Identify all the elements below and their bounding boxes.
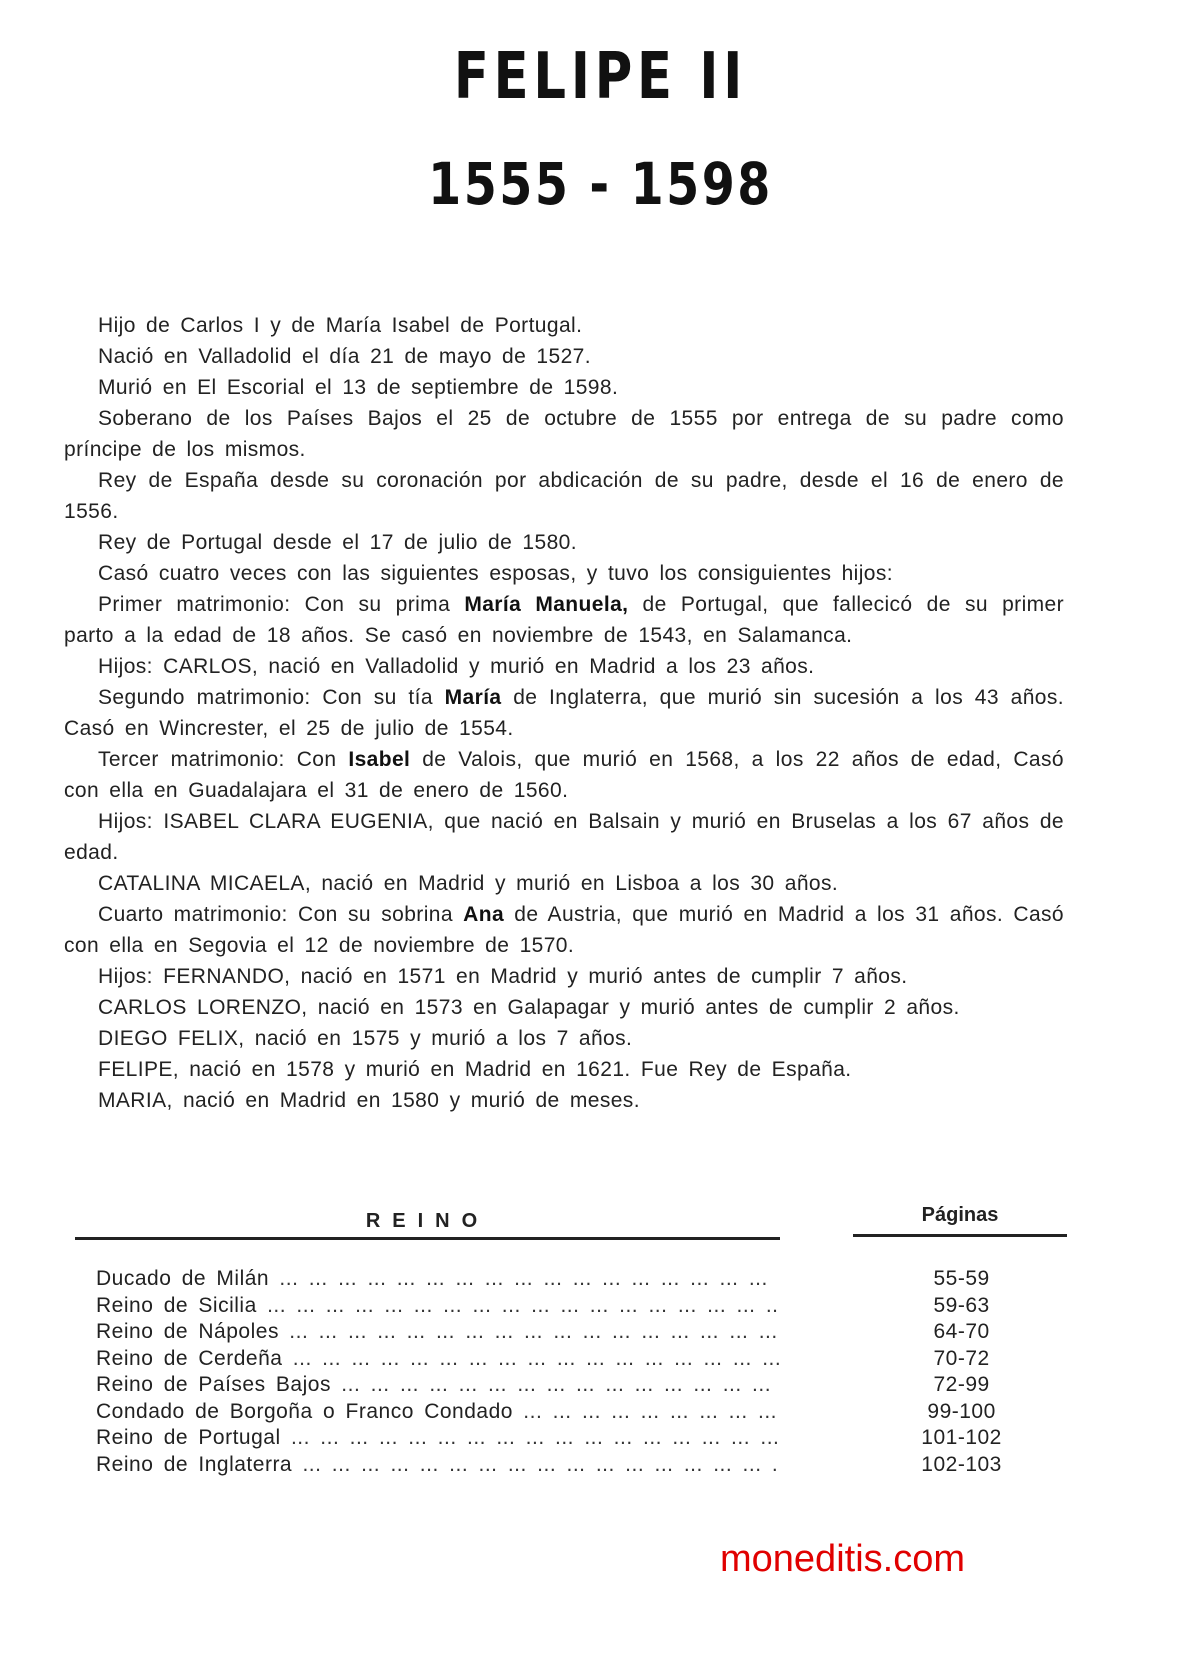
marriage-4-post: de Austria, que murió en Madrid a los 31 años. Casó con ella en Segovia el 12 de noviembre de 1570. [64,903,1064,957]
children-3-isabel: Hijos: ISABEL CLARA EUGENIA, que nació en Balsain y murió en Bruselas a los 67 años de edad. [64,810,1064,864]
toc-row-name: Reino de Cerdeña ... . [96,1347,779,1371]
toc-pages-header: Páginas [921,1204,999,1226]
table-of-contents [96,1266,1046,1478]
toc-row-name: Reino de Portugal ... . [96,1426,779,1450]
toc-reino-header: REINO [365,1210,490,1232]
marriage-1 [64,589,1064,651]
marriage-4-spouse: Ana [463,903,505,926]
toc-row-pages: 59-63 [933,1293,990,1317]
marriage-4-pre: Cuarto matrimonio: Con su sobrina [98,903,464,926]
toc-row-name: Condado de Borgoña o Franco Condado ... . [96,1400,779,1424]
toc-row [96,1346,1046,1373]
toc-row-pages: 55-59 [933,1267,990,1291]
marriage-3 [64,744,1064,806]
toc-row-name: Reino de Nápoles ... . [96,1320,779,1344]
marriage-3-spouse: Isabel [348,748,411,771]
watermark: moneditis.com [720,1538,965,1580]
marriage-2 [64,682,1064,744]
toc-divider-reino [75,1237,780,1240]
page-title: FELIPE II [453,40,748,114]
toc-row [96,1319,1046,1346]
children-1: Hijos: CARLOS, nació en Valladolid y murió en Madrid a los 23 años. [98,655,815,678]
marriage-2-post: de Inglaterra, que murió sin sucesión a los 43 años. Casó en Wincrester, el 25 de julio de 1554. [64,686,1064,740]
toc-row-pages: 70-72 [933,1346,990,1370]
children-4-maria: MARIA, nació en Madrid en 1580 y murió de meses. [98,1089,640,1112]
marriage-1-post: de Portugal, que fallecicó de su primer parto a la edad de 18 años. Se casó en noviembre de 1543, en Salamanca. [64,593,1065,647]
bio-netherlands: Soberano de los Países Bajos el 25 de octubre de 1555 por entrega de su padre como príncipe de los mismos. [64,407,1064,461]
marriage-1-pre: Primer matrimonio: Con su prima [98,593,465,616]
toc-row-name: Reino de Sicilia ... . [96,1294,779,1318]
toc-row-pages: 101-102 [921,1426,1002,1450]
children-4-fernando: Hijos: FERNANDO, nació en 1571 en Madrid y murió antes de cumplir 7 años. [98,965,908,988]
bio-parents: Hijo de Carlos I y de María Isabel de Portugal. [98,314,583,337]
toc-row [96,1372,1046,1399]
toc-row [96,1293,1046,1320]
toc-row [96,1399,1046,1426]
bio-marriages-intro: Casó cuatro veces con las siguientes esposas, y tuvo los consiguientes hijos: [98,562,894,585]
toc-row [96,1266,1046,1293]
bio-birth: Nació en Valladolid el día 21 de mayo de 1527. [98,345,591,368]
reign-years: 1555 - 1598 [428,150,773,218]
bio-death: Murió en El Escorial el 13 de septiembre de 1598. [98,376,619,399]
toc-divider-pages [853,1234,1067,1237]
marriage-2-spouse: María [444,686,502,709]
marriage-4 [64,899,1064,961]
children-4-carlos-lorenzo: CARLOS LORENZO, nació en 1573 en Galapagar y murió antes de cumplir 2 años. [98,996,960,1019]
toc-row-name: Reino de Países Bajos ... . [96,1373,779,1397]
marriage-1-spouse: María Manuela, [464,593,629,616]
marriage-3-pre: Tercer matrimonio: Con [98,748,349,771]
toc-row-pages: 102-103 [921,1452,1002,1476]
toc-row [96,1425,1046,1452]
bio-portugal: Rey de Portugal desde el 17 de julio de 1580. [98,531,577,554]
toc-row-pages: 72-99 [933,1373,990,1397]
toc-row-name: Ducado de Milán ... . [96,1267,779,1291]
toc-row-pages: 64-70 [933,1320,990,1344]
toc-row [96,1452,1046,1479]
children-4-diego: DIEGO FELIX, nació en 1575 y murió a los 7 años. [98,1027,633,1050]
marriage-3-post: de Valois, que murió en 1568, a los 22 años de edad, Casó con ella en Guadalajara el 31 de enero de 1560. [64,748,1064,802]
children-4-felipe: FELIPE, nació en 1578 y murió en Madrid en 1621. Fue Rey de España. [98,1058,852,1081]
bio-spain: Rey de España desde su coronación por abdicación de su padre, desde el 16 de enero de 1556. [64,469,1064,523]
toc-row-pages: 99-100 [927,1399,996,1423]
marriage-2-pre: Segundo matrimonio: Con su tía [98,686,445,709]
children-3-catalina: CATALINA MICAELA, nació en Madrid y murió en Lisboa a los 30 años. [98,872,839,895]
toc-row-name: Reino de Inglaterra ... . [96,1453,779,1477]
biography [64,310,1064,1116]
